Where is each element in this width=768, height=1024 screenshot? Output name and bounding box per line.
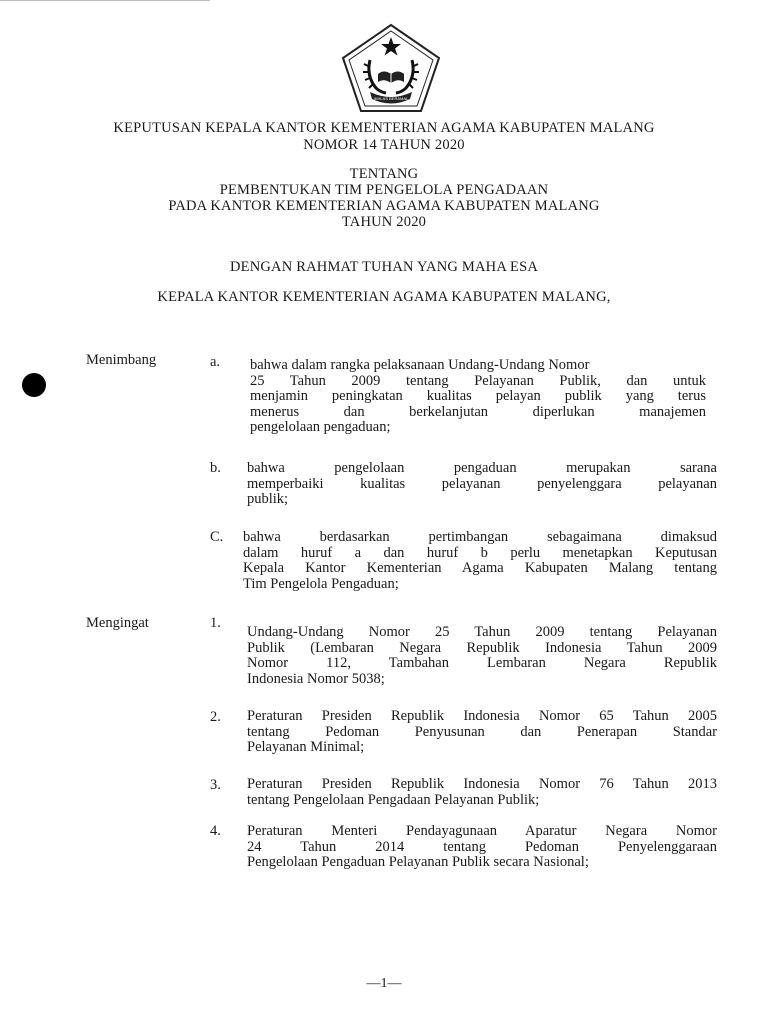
issuer: KEPALA KANTOR KEMENTERIAN AGAMA KABUPATEN MALANG, xyxy=(157,289,611,305)
text-line: bahwa berdasarkan pertimbangan sebagaimana dimaksud xyxy=(243,530,717,545)
text-line: Undang-Undang Nomor 25 Tahun 2009 tentang Pelayanan xyxy=(247,625,717,640)
text-line: Publik (Lembaran Negara Republik Indonesia Tahun 2009 xyxy=(247,640,717,656)
menimbang-item-b xyxy=(247,461,717,508)
text-line: Pengelolaan Pengaduan Pelayanan Publik secara Nasional; xyxy=(247,855,589,870)
page-number: —1— xyxy=(366,976,402,991)
punch-hole-mark xyxy=(22,373,46,397)
mengingat-marker-2: 2. xyxy=(210,709,221,725)
text-line: tentang Pedoman Penyusunan dan Penerapan Standar xyxy=(247,724,717,740)
menimbang-marker-a: a. xyxy=(210,354,221,370)
invocation: DENGAN RAHMAT TUHAN YANG MAHA ESA xyxy=(229,259,539,275)
text-line: Peraturan Presiden Republik Indonesia Nomor 76 Tahun 2013 xyxy=(247,777,717,792)
mengingat-marker-4: 4. xyxy=(210,823,221,839)
subject-line2: PADA KANTOR KEMENTERIAN AGAMA KABUPATEN MALANG xyxy=(168,198,600,214)
menimbang-marker-c: C. xyxy=(210,529,224,545)
text-line: 25 Tahun 2009 tentang Pelayanan Publik, dan untuk xyxy=(250,373,706,389)
mengingat-label: Mengingat xyxy=(86,615,149,631)
text-line: publik; xyxy=(247,492,289,507)
text-line: Peraturan Menteri Pendayagunaan Aparatur Negara Nomor xyxy=(247,824,717,839)
mengingat-item-4 xyxy=(247,824,717,871)
emblem-ribbon-text: IKHLAS BERAMAL xyxy=(373,96,409,101)
mengingat-item-2 xyxy=(247,709,717,756)
scan-edge-line xyxy=(0,0,210,1)
text-line: menjamin peningkatan kualitas pelayan publik yang terus xyxy=(250,389,706,404)
menimbang-marker-b: b. xyxy=(210,460,221,476)
menimbang-item-a xyxy=(250,358,706,436)
text-line: tentang Pengelolaan Pengadaan Pelayanan Publik; xyxy=(247,792,540,808)
mengingat-marker-1: 1. xyxy=(210,615,221,631)
text-line: memperbaiki kualitas pelayanan penyelenggara pelayanan xyxy=(247,476,717,492)
menimbang-item-c xyxy=(243,530,717,592)
ministry-emblem-icon xyxy=(340,22,442,114)
text-line: Indonesia Nomor 5038; xyxy=(247,671,385,687)
mengingat-marker-3: 3. xyxy=(210,777,221,793)
text-line: pengelolaan pengaduan; xyxy=(250,420,391,435)
mengingat-item-1 xyxy=(247,625,717,687)
text-line: Peraturan Presiden Republik Indonesia Nomor 65 Tahun 2005 xyxy=(247,709,717,724)
subject-line1: PEMBENTUKAN TIM PENGELOLA PENGADAAN xyxy=(219,182,549,198)
subject-line3: TAHUN 2020 xyxy=(341,214,427,230)
text-line: menerus dan berkelanjutan diperlukan manajemen xyxy=(250,404,706,420)
text-line: Tim Pengelola Pengaduan; xyxy=(243,576,399,592)
text-line: Nomor 112, Tambahan Lembaran Negara Republik xyxy=(247,656,717,671)
text-line: bahwa pengelolaan pengaduan merupakan sarana xyxy=(247,461,717,476)
menimbang-label: Menimbang xyxy=(86,352,157,368)
decree-number: NOMOR 14 TAHUN 2020 xyxy=(303,137,465,153)
about-heading: TENTANG xyxy=(349,166,419,182)
text-line: Pelayanan Minimal; xyxy=(247,740,365,755)
text-line: 24 Tahun 2014 tentang Pedoman Penyelenggaraan xyxy=(247,839,717,855)
text-line: bahwa dalam rangka pelaksanaan Undang-Undang Nomor xyxy=(250,358,590,373)
decree-title-line1: KEPUTUSAN KEPALA KANTOR KEMENTERIAN AGAMA KABUPATEN MALANG xyxy=(113,120,655,136)
mengingat-item-3 xyxy=(247,777,717,808)
text-line: dalam huruf a dan huruf b perlu menetapkan Keputusan xyxy=(243,545,717,561)
text-line: Kepala Kantor Kementerian Agama Kabupaten Malang tentang xyxy=(243,561,717,576)
